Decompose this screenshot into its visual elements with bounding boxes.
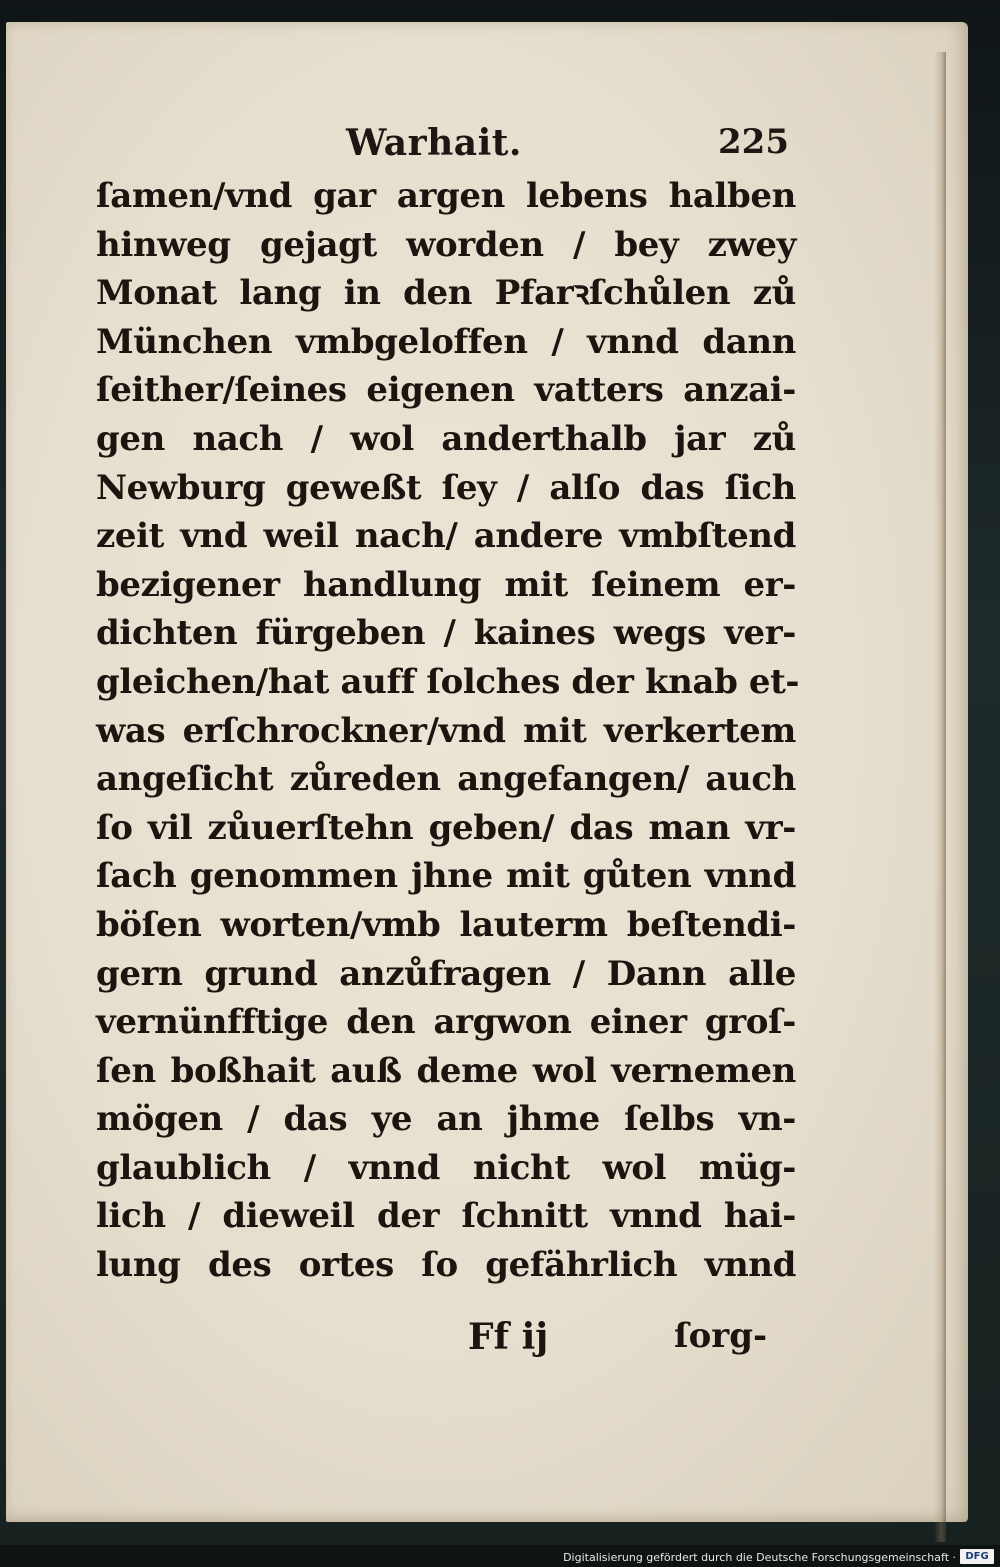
text-line: bezigener handlung mit ſeinem er- — [96, 564, 796, 605]
text-line: ſamen/vnd gar argen lebens halben — [96, 176, 796, 216]
text-line: ſo vil zůuerſtehn geben/ das man vr- — [96, 807, 796, 848]
running-head — [6, 122, 968, 170]
text-line: zeit vnd weil nach/ andere vmbſtend — [96, 516, 796, 557]
catchword: ſorg- — [674, 1316, 768, 1356]
text-line: böſen worten/vmb lauterm beſtendi- — [96, 904, 796, 945]
dfg-logo: DFG — [960, 1549, 994, 1564]
text-line: München vmbgeloffen / vnnd dann — [96, 321, 796, 362]
text-line: gern grund anzůfragen / Dann alle — [96, 953, 796, 994]
text-line: ſen boßhait auß deme wol vernemen — [96, 1050, 796, 1091]
running-head-title: Warhait. — [346, 122, 522, 164]
text-line: ſeither/ſeines eigenen vatters anzai- — [96, 370, 796, 411]
signature-mark: Ff ij — [468, 1316, 549, 1358]
scan-footer-bar — [0, 1545, 1000, 1567]
page-number: 225 — [718, 122, 789, 162]
text-line: gen nach / wol anderthalb jar zů — [96, 418, 796, 459]
text-line: ſach genommen jhne mit gůten vnnd — [96, 856, 796, 897]
funding-note: Digitalisierung gefördert durch die Deutsche Forschungsgemeinschaft · — [563, 1551, 956, 1564]
text-line: hinweg gejagt worden / bey zwey — [96, 224, 796, 265]
body-text — [96, 172, 800, 1290]
text-line: lich / dieweil der ſchnitt vnnd hai- — [96, 1196, 796, 1237]
text-line: gleichen/hat auff ſolches der knab et- — [96, 661, 800, 702]
text-line: mögen / das ye an jhme ſelbs vn- — [96, 1099, 796, 1140]
text-line: dichten fürgeben / kaines wegs ver- — [96, 613, 796, 654]
text-line: Monat lang in den Pfarꝛſchůlen zů — [96, 273, 796, 314]
text-line: Newburg geweßt ſey / alſo das ſich — [96, 467, 796, 508]
text-line: vernünfftige den argwon einer groſ- — [96, 1002, 796, 1043]
text-line: glaublich / vnnd nicht wol müg- — [96, 1147, 796, 1188]
text-line: lung des ortes ſo gefährlich vnnd — [96, 1245, 796, 1286]
text-line: was erſchrockner/vnd mit verkertem — [96, 710, 796, 751]
book-page — [6, 22, 968, 1522]
signature-line — [6, 1316, 968, 1366]
text-line: angeſicht zůreden angefangen/ auch — [96, 759, 796, 800]
